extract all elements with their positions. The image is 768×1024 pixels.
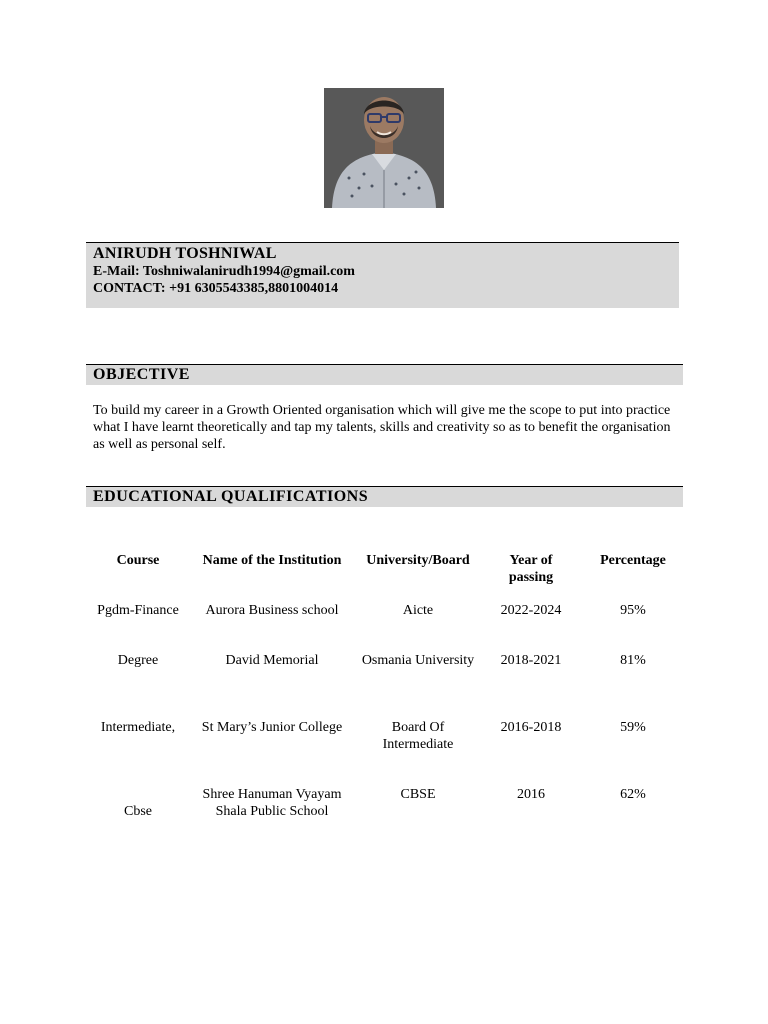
- percentage-cell: 62%: [620, 787, 646, 802]
- board-cell: Aicte: [402, 603, 434, 618]
- year-cell: 2018-2021: [500, 653, 562, 668]
- course-cell: Intermediate,: [100, 720, 176, 735]
- year-cell: 2022-2024: [500, 603, 562, 618]
- course-cell: Pgdm-Finance: [97, 603, 179, 618]
- percentage-cell: 81%: [620, 653, 646, 668]
- institution-cell: Aurora Business school: [205, 603, 339, 618]
- profile-photo: [324, 88, 444, 208]
- objective-text: To build my career in a Growth Oriented organisation which will give me the scope to put into practice what I have learnt theoretically and tap my talents, skills and creativity so as to benefit the organisation as well as personal self.: [93, 403, 671, 452]
- objective-heading: OBJECTIVE: [86, 364, 683, 385]
- percentage-cell: 95%: [620, 603, 646, 618]
- table-row: [86, 719, 686, 786]
- table-row: [86, 652, 686, 719]
- candidate-name: ANIRUDH TOSHNIWAL: [93, 245, 277, 262]
- education-heading: EDUCATIONAL QUALIFICATIONS: [86, 486, 683, 507]
- email-line: E-Mail: Toshniwalanirudh1994@gmail.com: [93, 264, 355, 279]
- column-header-year: Year of passing: [508, 553, 554, 585]
- year-cell: 2016: [517, 787, 545, 802]
- table-row: [86, 602, 686, 652]
- board-cell: Board Of Intermediate: [382, 720, 454, 752]
- percentage-cell: 59%: [620, 720, 646, 735]
- year-cell: 2016-2018: [500, 720, 562, 735]
- institution-cell: St Mary’s Junior College: [201, 720, 343, 735]
- column-header-board: University/Board: [366, 553, 470, 568]
- person-portrait-image: [324, 88, 444, 208]
- table-row: [86, 786, 686, 836]
- institution-cell: David Memorial: [225, 653, 319, 668]
- contact-header: [86, 242, 679, 308]
- course-cell: Degree: [117, 653, 159, 668]
- table-header-row: [86, 552, 686, 602]
- education-table: [86, 552, 686, 836]
- column-header-course: Course: [116, 553, 160, 568]
- institution-cell: Shree Hanuman Vyayam Shala Public School: [202, 787, 342, 819]
- board-cell: Osmania University: [361, 653, 475, 668]
- column-header-institution: Name of the Institution: [202, 553, 342, 568]
- course-cell: Cbse: [124, 803, 152, 819]
- phone-line: CONTACT: +91 6305543385,8801004014: [93, 281, 339, 296]
- board-cell: CBSE: [400, 787, 436, 802]
- column-header-percentage: Percentage: [600, 553, 666, 568]
